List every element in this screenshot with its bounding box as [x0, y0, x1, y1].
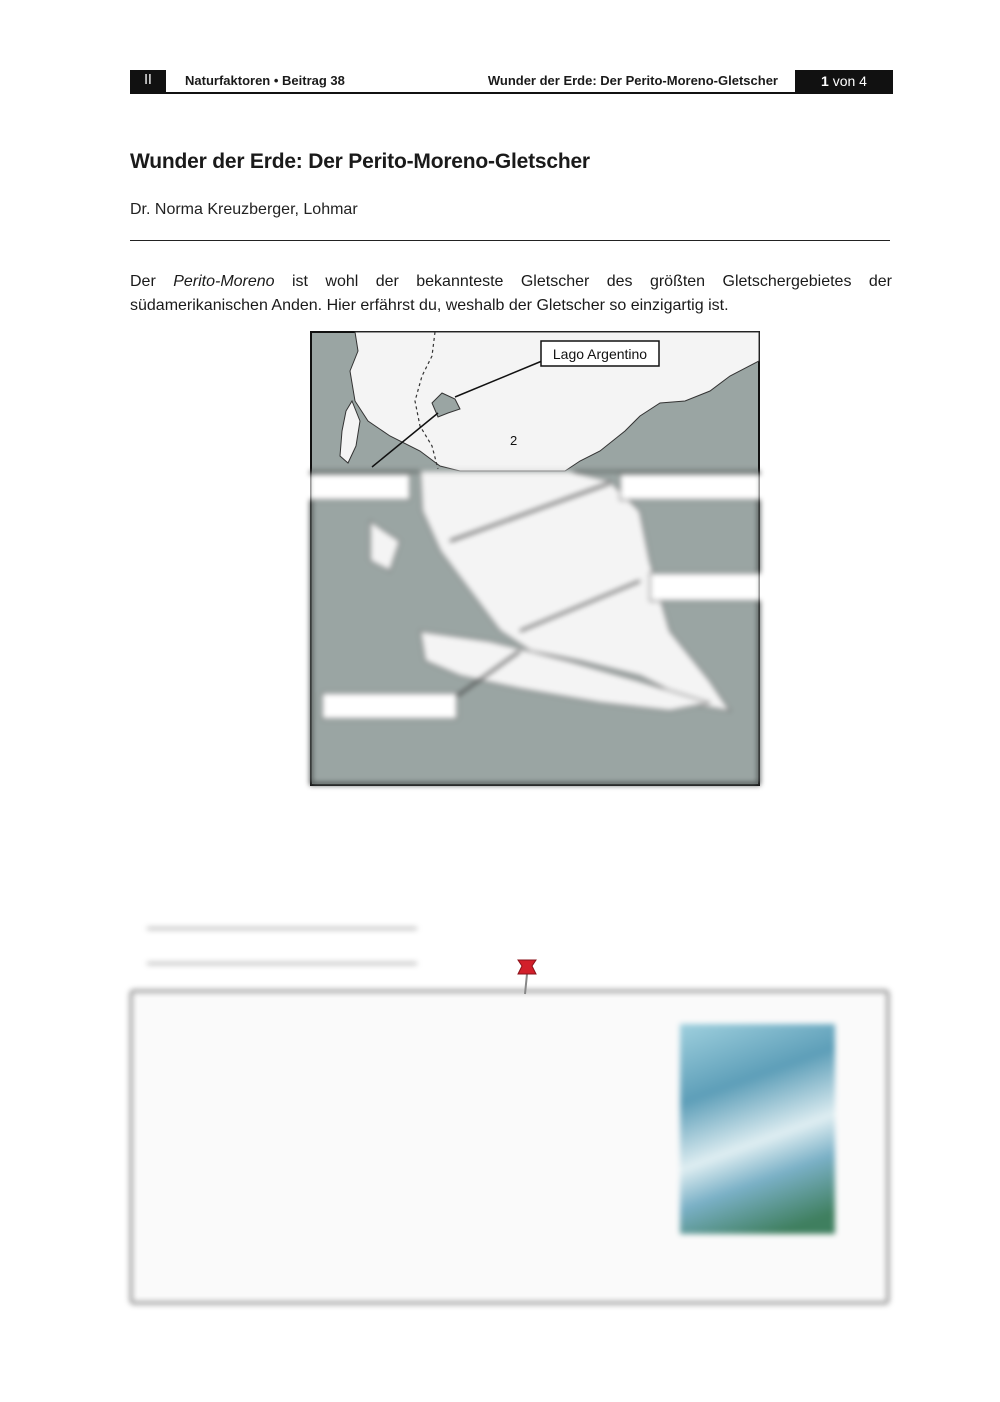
task-2 [130, 877, 890, 894]
tasks-section [130, 806, 890, 964]
glacier-photo [680, 1024, 835, 1234]
note-list [146, 1036, 666, 1102]
note-item [146, 1058, 666, 1080]
section-badge: II [130, 70, 166, 92]
divider [130, 240, 890, 241]
note-item [146, 1080, 666, 1102]
note-heading [146, 1008, 150, 1024]
note-item [146, 1036, 666, 1058]
intro-text-2: ist wohl der bekannteste Gletscher des größten Gletschergebietes der südamerikanischen Anden. Hier erfährst du, weshalb der Gletscher so einzigartig ist. [130, 273, 892, 314]
author-line: Dr. Norma Kreuzberger, Lohmar [130, 201, 358, 218]
task-1 [130, 842, 890, 859]
tasks-heading [130, 806, 890, 824]
running-title: Wunder der Erde: Der Perito-Moreno-Gletscher [487, 73, 778, 88]
series-label: Naturfaktoren • Beitrag 38 [185, 73, 345, 88]
page-header [130, 70, 893, 94]
page-suffix: von 4 [832, 73, 867, 89]
photo-source [847, 1052, 861, 1252]
map-south-svg [310, 471, 760, 786]
page-title: Wunder der Erde: Der Perito-Moreno-Gletscher [130, 150, 590, 173]
intro-paragraph [130, 270, 892, 318]
push-pin-icon [512, 956, 542, 996]
photo-caption [700, 1240, 703, 1254]
intro-text-1: Der [130, 273, 174, 290]
lake-label: Lago Argentino [552, 346, 648, 362]
page-indicator [795, 70, 893, 92]
intro-italic: Perito-Moreno [173, 273, 275, 290]
footer-credit [889, 1326, 892, 1338]
answer-line-1 [130, 912, 890, 929]
fact-note-card [130, 990, 889, 1304]
answer-line-2 [130, 947, 890, 964]
patagonia-map [310, 331, 760, 786]
map-blurred-part [310, 471, 760, 786]
page-number: 1 [821, 73, 829, 89]
map-number-label: 2 [510, 433, 518, 448]
